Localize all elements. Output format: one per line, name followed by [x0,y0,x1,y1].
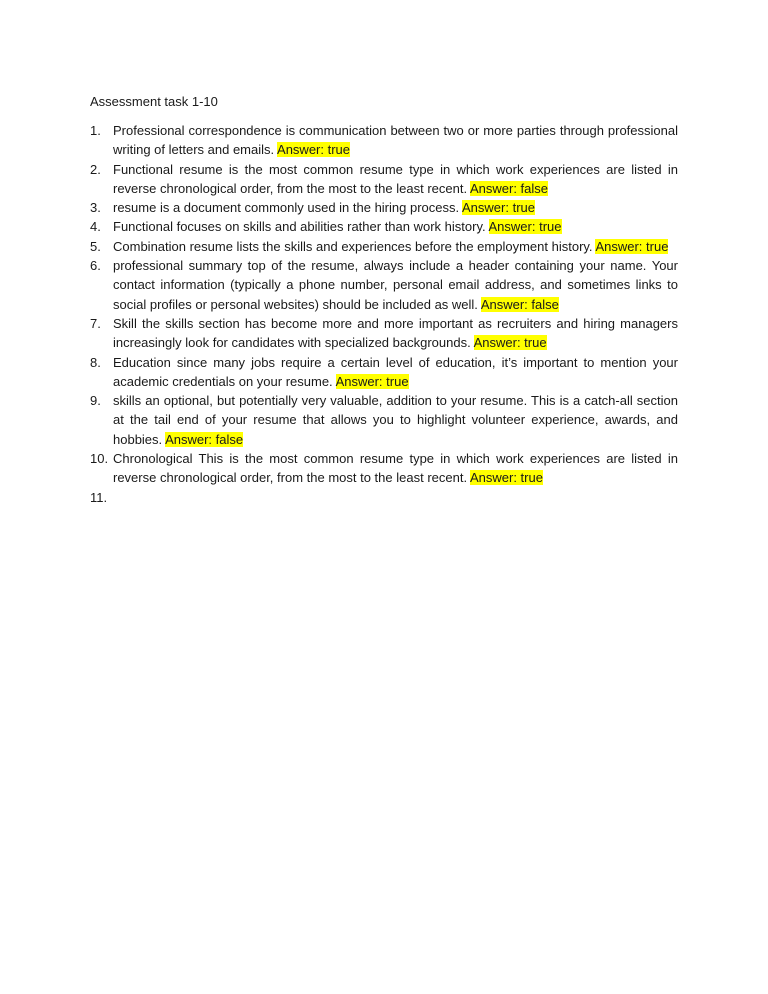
list-item [90,160,678,199]
answer-highlight: Answer: true [469,470,543,486]
answer-highlight: Answer: false [480,296,559,312]
item-text: Education since many jobs require a certain level of education, it’s important to mention your academic credentials on your resume. [113,354,678,389]
list-item [90,353,678,392]
item-number: 11. [90,489,108,505]
item-number: 9. [90,393,101,409]
answer-highlight: Answer: true [488,219,562,235]
item-text: Functional focuses on skills and abilities rather than work history. [113,219,486,235]
list-item [90,121,678,160]
answer-highlight: Answer: false [165,431,244,447]
answer-highlight: Answer: true [595,238,669,254]
item-text: Professional correspondence is communication between two or more parties through professional writing of letters and emails. [113,123,678,158]
answer-highlight: Answer: true [277,142,351,158]
item-number: 10. [90,451,109,467]
list-item [90,391,678,449]
answer-highlight: Answer: true [462,200,535,216]
list-item [90,237,678,256]
item-number: 2. [90,161,101,177]
item-text: Combination resume lists the skills and experiences before the employment history. [113,238,593,254]
list-item [90,217,678,236]
item-text: skills an optional, but potentially very valuable, addition to your resume. This is a catch-all section at the tail end of your resume that allows you to highlight volunteer experience, awards, and hobbies. [113,393,678,447]
list-item [90,198,678,217]
list-item [90,256,678,314]
answer-highlight: Answer: false [469,180,549,196]
item-text: resume is a document commonly used in the hiring process. [113,200,460,216]
item-number: 4. [90,219,101,235]
question-list [90,121,678,505]
answer-highlight: Answer: true [473,335,547,351]
document-heading: Assessment task 1-10 [90,94,218,109]
list-item [90,314,678,353]
list-item [90,449,678,488]
item-text: professional summary top of the resume, always include a header containing your name. Your contact information (typically a phone number, personal email address, and sometimes links to social profiles or personal websites) should be included as well. [113,258,678,312]
answer-highlight: Answer: true [335,373,409,389]
item-number: 8. [90,354,101,370]
item-number: 1. [90,123,101,138]
item-text: Functional resume is the most common resume type in which work experiences are listed in reverse chronological order, from the most to the least recent. [113,161,678,196]
item-number: 6. [90,258,101,274]
item-number: 3. [90,200,101,216]
item-text: Skill the skills section has become more and more important as recruiters and hiring managers increasingly look for candidates with specialized backgrounds. [113,315,678,351]
item-number: 7. [90,315,101,331]
item-text: Chronological This is the most common resume type in which work experiences are listed in reverse chronological order, from the most to the least recent. [113,451,678,486]
item-number: 5. [90,238,101,254]
